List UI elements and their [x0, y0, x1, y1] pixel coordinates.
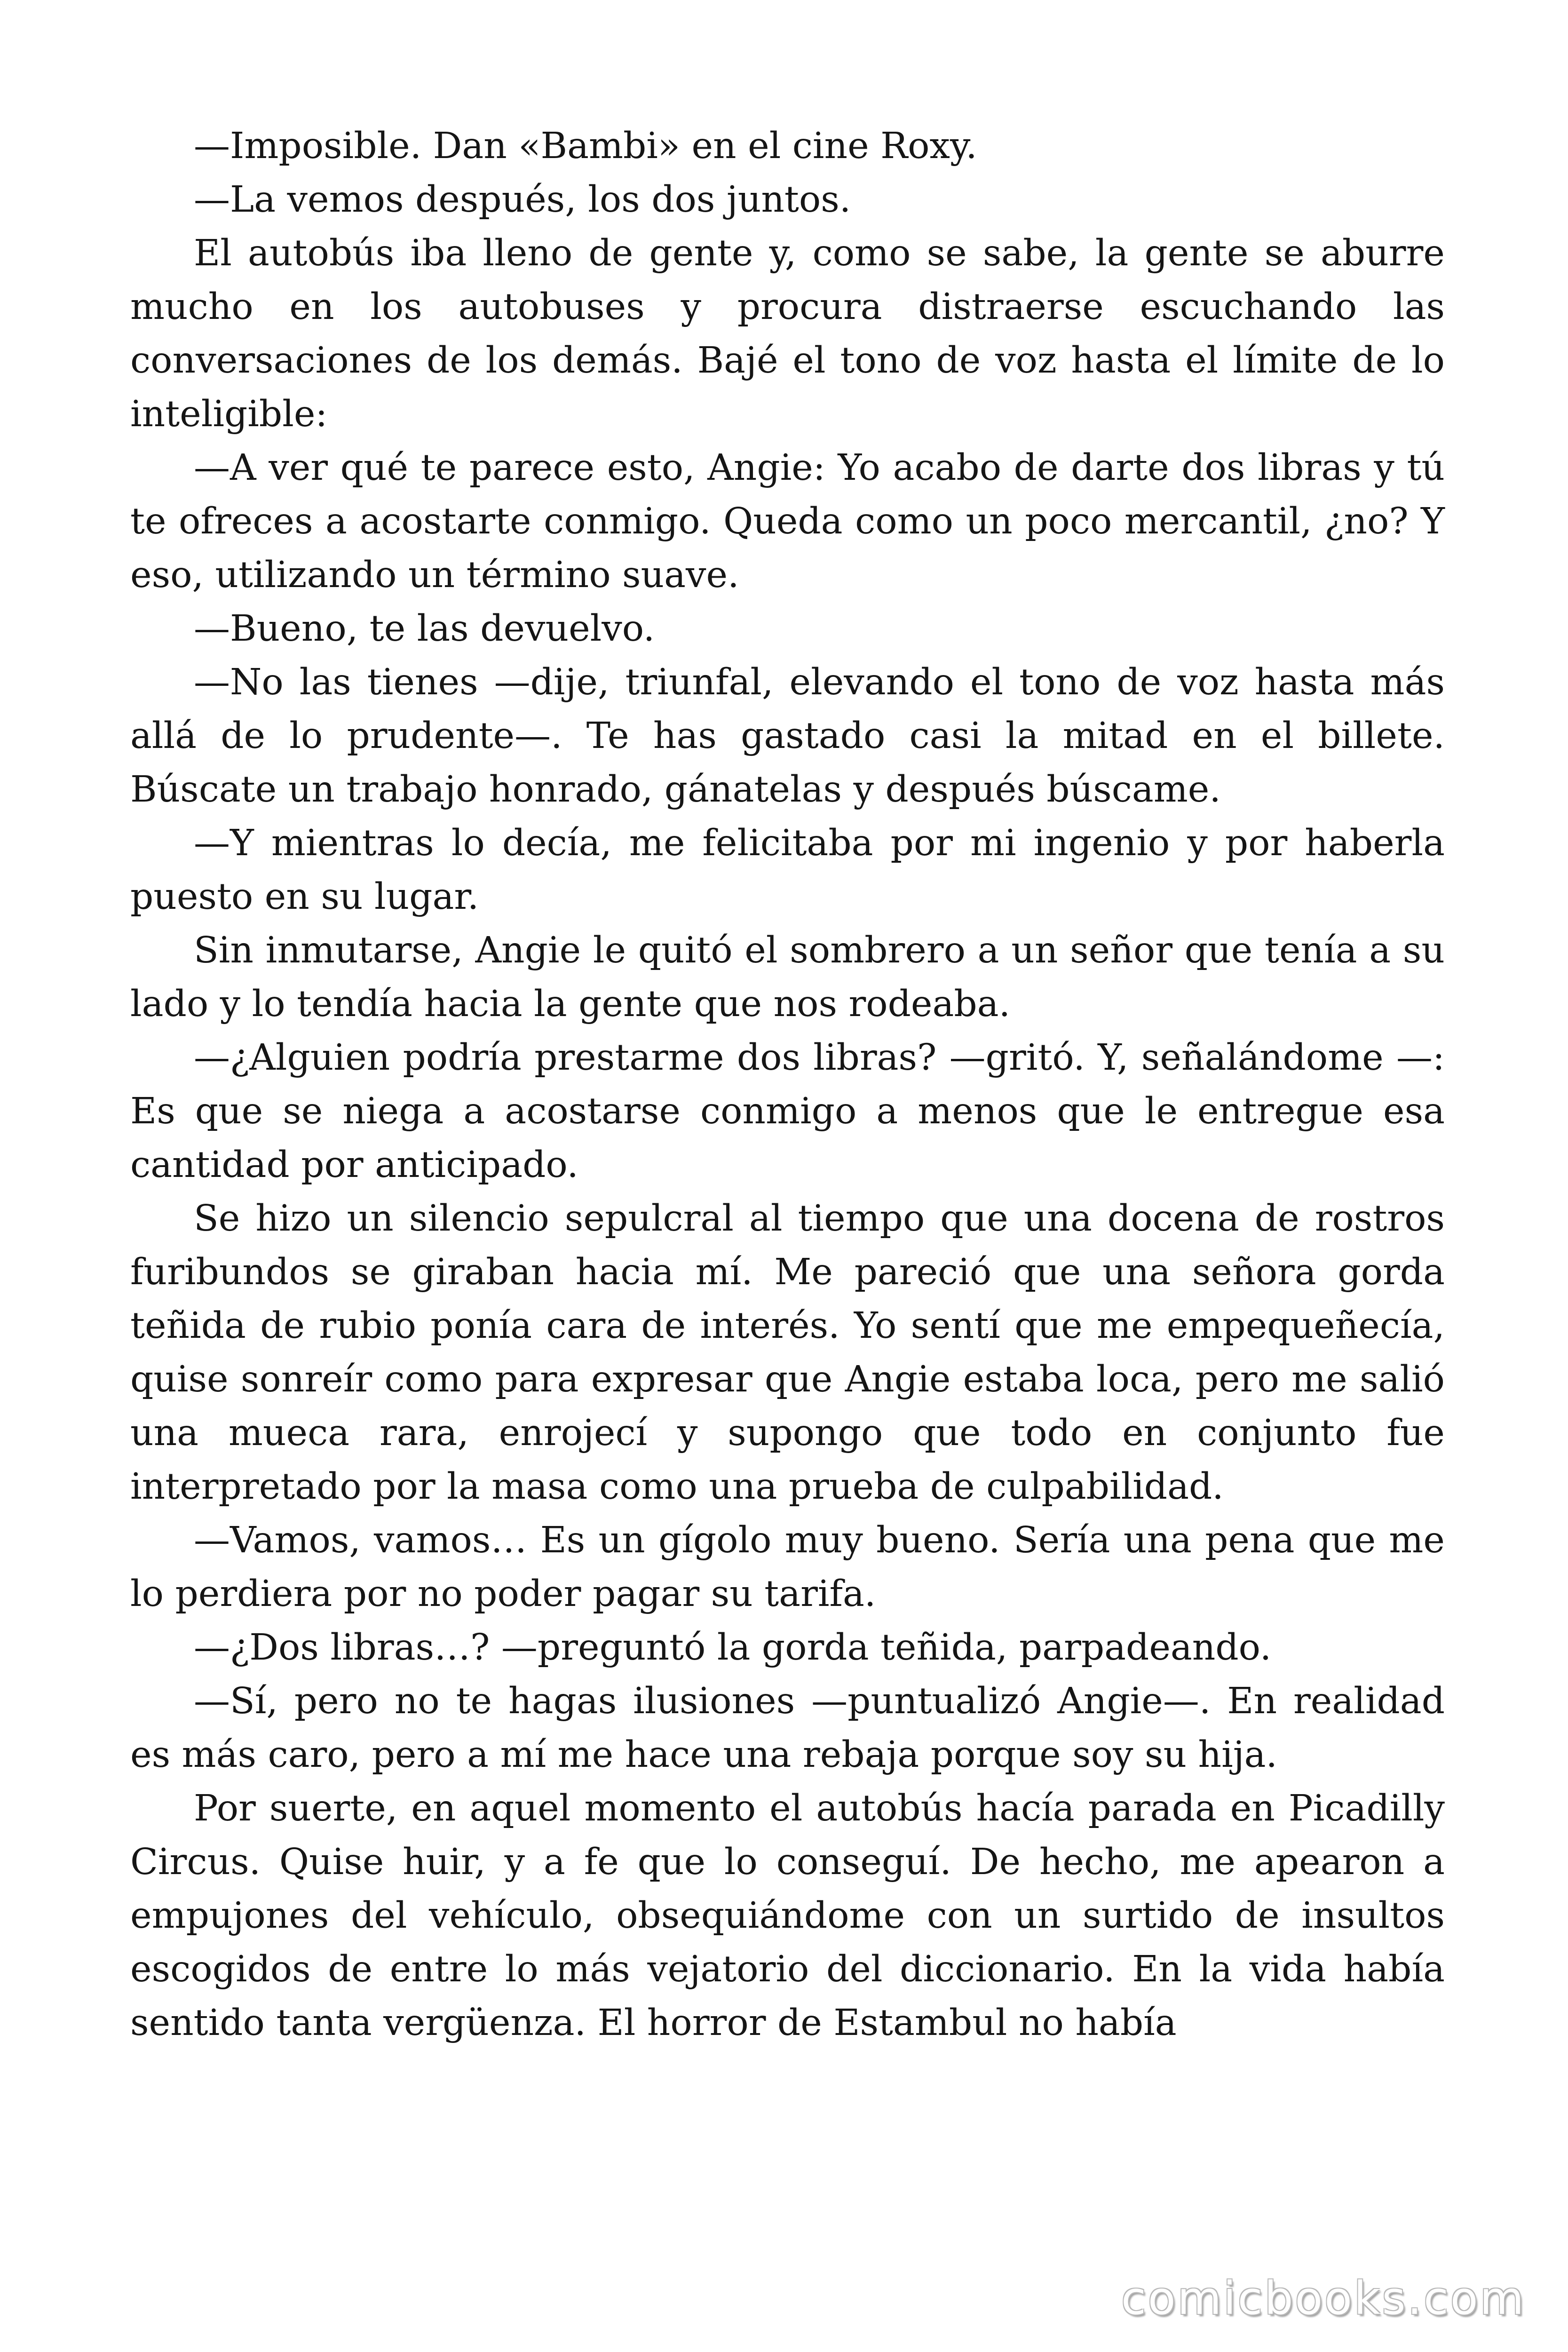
- paragraph-10: Se hizo un silencio sepulcral al tiempo que una docena de rostros furibundos se giraban hacia mí. Me pareció que una señora gorda teñida de rubio ponía cara de interés. Yo sentí que me empequeñecía, quise sonreír como para expresar que Angie estaba loca, pero me salió una mueca rara, enrojecí y supongo que todo en conjunto fue interpretado por la masa como una prueba de culpabilidad.: [130, 1198, 1445, 1508]
- watermark-logo: comicbooks.com: [1121, 2272, 1526, 2325]
- paragraph-5: —Bueno, te las devuelvo.: [194, 608, 655, 650]
- paragraph-14: Por suerte, en aquel momento el autobús hacía parada en Picadilly Circus. Quise huir, y a fe que lo conseguí. De hecho, me apearon a empujones del vehículo, obsequiándome con un surtido de insultos escogidos de entre lo más vejatorio del diccionario. En la vida había sentido tanta vergüenza. El horror de Estambul no había: [130, 1788, 1445, 2044]
- paragraph-7: —Y mientras lo decía, me felicitaba por mi ingenio y por haberla puesto en su lugar.: [130, 822, 1445, 918]
- paragraph-4: —A ver qué te parece esto, Angie: Yo acabo de darte dos libras y tú te ofreces a acostarte conmigo. Queda como un poco mercantil, ¿no? Y eso, utilizando un término suave.: [130, 447, 1445, 596]
- paragraph-3: El autobús iba lleno de gente y, como se sabe, la gente se aburre mucho en los autobuses y procura distraerse escuchando las conversaciones de los demás. Bajé el tono de voz hasta el límite de lo inteligible:: [130, 232, 1445, 435]
- paragraph-2: —La vemos después, los dos juntos.: [194, 179, 851, 221]
- paragraph-1: —Imposible. Dan «Bambi» en el cine Roxy.: [194, 125, 977, 167]
- paragraph-13: —Sí, pero no te hagas ilusiones —puntualizó Angie—. En realidad es más caro, pero a mí me hace una rebaja porque soy su hija.: [130, 1680, 1445, 1776]
- paragraph-9: —¿Alguien podría prestarme dos libras? —gritó. Y, señalándome —: Es que se niega a acostarse conmigo a menos que le entregue esa cantidad por anticipado.: [130, 1037, 1445, 1186]
- paragraph-8: Sin inmutarse, Angie le quitó el sombrero a un señor que tenía a su lado y lo tendía hacia la gente que nos rodeaba.: [130, 930, 1445, 1025]
- book-page-text: [130, 119, 1445, 2050]
- paragraph-12: —¿Dos libras…? —preguntó la gorda teñida, parpadeando.: [194, 1627, 1272, 1669]
- paragraph-11: —Vamos, vamos… Es un gígolo muy bueno. Sería una pena que me lo perdiera por no poder pagar su tarifa.: [130, 1519, 1445, 1615]
- paragraph-6: —No las tienes —dije, triunfal, elevando el tono de voz hasta más allá de lo prudente—. Te has gastado casi la mitad en el billete. Búscate un trabajo honrado, gánatelas y después búscame.: [130, 661, 1445, 810]
